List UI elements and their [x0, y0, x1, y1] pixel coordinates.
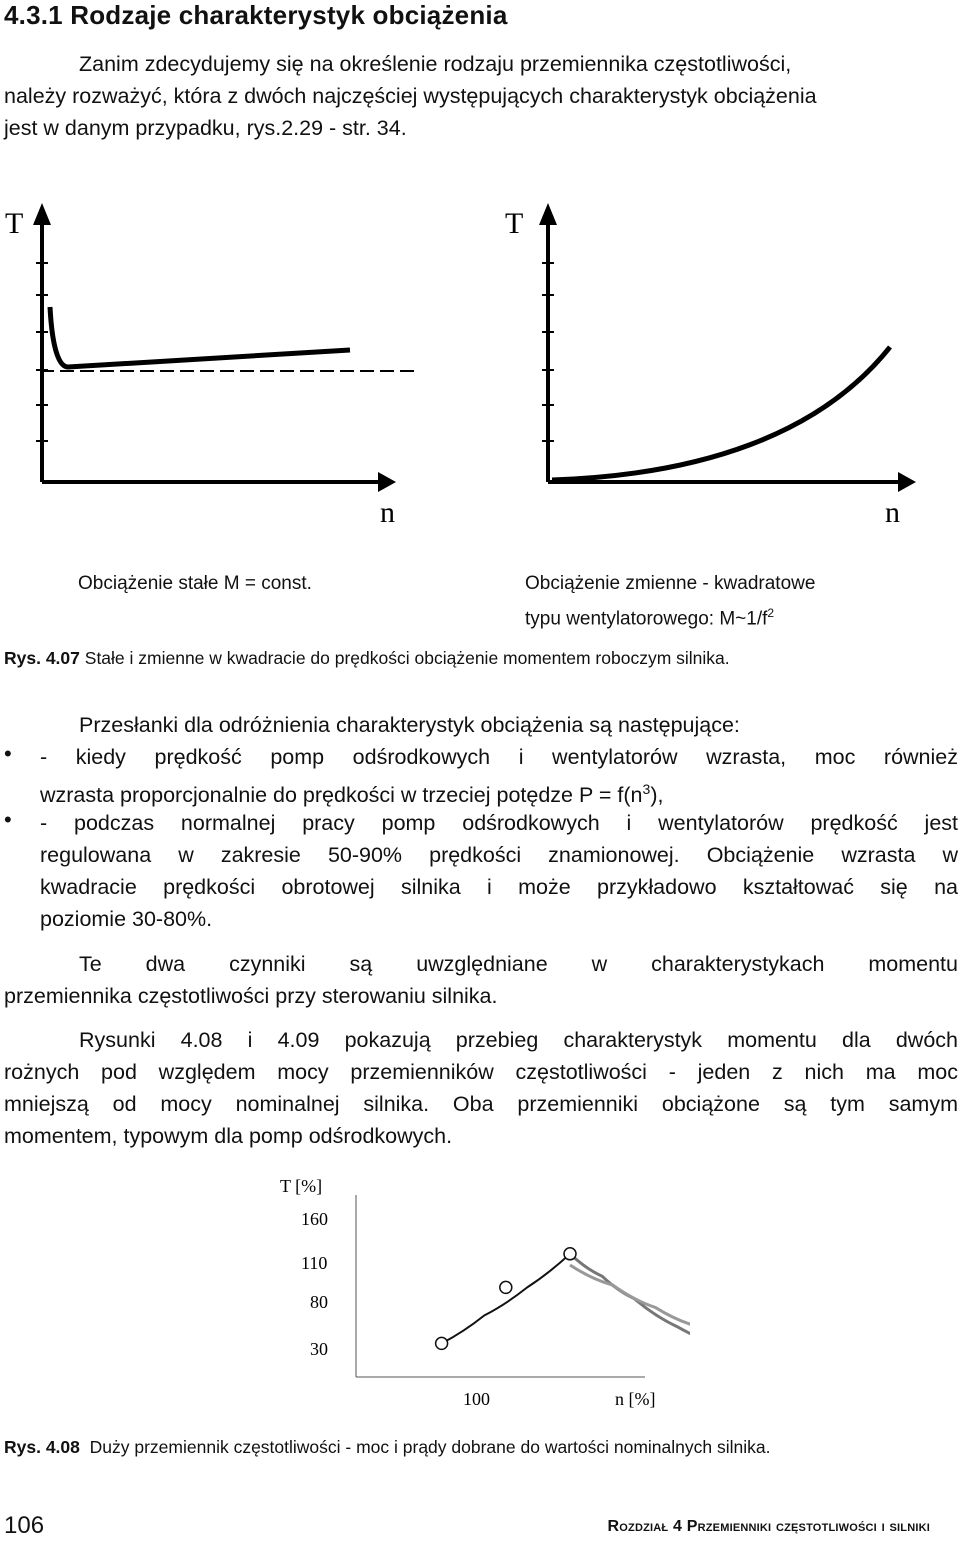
paragraph-2-line-1: Te dwa czynniki są uwzględniane w charakterystykach momentu [79, 952, 958, 976]
right-y-arrow [539, 203, 557, 225]
bullet-2-line-2: regulowana w zakresie 50-90% prędkości znamionowej. Obciążenie wzrasta w [40, 843, 958, 867]
chart-y-label: T [%] [280, 1176, 323, 1196]
right-x-arrow [898, 472, 916, 492]
figure-4-08-label: Rys. 4.08 [4, 1437, 80, 1457]
right-chart-caption-line-2: typu wentylatorowego: $M\sim 1/f^2$ [525, 606, 775, 630]
y-tick-160: 160 [301, 1209, 328, 1229]
paragraph-3 [4, 1024, 958, 1152]
figure-4-07 [0, 195, 960, 535]
page-number: 106 [4, 1512, 45, 1539]
right-chart [505, 203, 916, 529]
bullet-2-glyph: • [4, 807, 12, 832]
chart-x-label: n [%] [615, 1389, 656, 1409]
y-tick-30: 30 [310, 1339, 328, 1359]
data-point-marker [500, 1281, 512, 1293]
left-y-arrow [33, 203, 51, 225]
bullet-1-glyph: • [4, 741, 12, 766]
premises-lead: Przesłanki dla odróżnienia charakterystyk obciążenia są następujące: [79, 713, 740, 737]
paragraph-2-line-2: przemiennika częstotliwości przy sterowaniu silnika. [4, 984, 498, 1008]
right-x-label: n [885, 496, 900, 529]
bullet-2-line-4: poziomie 30-80%. [40, 907, 213, 931]
figure-4-08-text: Duży przemiennik częstotliwości - moc i prądy dobrane do wartości nominalnych silnika. [89, 1437, 771, 1457]
paragraph-3-line-1: Rysunki 4.08 i 4.09 pokazują przebieg charakterystyk momentu dla dwóch [79, 1028, 958, 1052]
bullet-1-line-2: wzrasta proporcjonalnie do prędkości w trzeciej potędze $P = f(n^3)$, [40, 781, 664, 808]
bullet-1 [40, 741, 958, 811]
bullet-2 [40, 807, 958, 935]
paragraph-3-line-4: momentem, typowym dla pomp odśrodkowych. [4, 1124, 453, 1148]
figure-4-07-caption [4, 648, 730, 669]
intro-line-2: należy rozważyć, która z dwóch najczęściej występujących charakterystyk obciążenia [4, 84, 817, 108]
left-chart [5, 203, 416, 529]
y-tick-80: 80 [310, 1292, 328, 1312]
figure-4-07-text: Stałe i zmienne w kwadracie do prędkości obciążenie momentem roboczym silnika. [84, 648, 730, 668]
data-point-marker [436, 1337, 448, 1349]
x-tick-100: 100 [463, 1389, 490, 1409]
figure-4-07-label: Rys. 4.07 [4, 648, 80, 668]
series-line-2 [570, 1254, 690, 1349]
paragraph-3-line-3: mniejszą od mocy nominalnej silnika. Oba przemienniki obciążone są tym samym [4, 1092, 958, 1116]
constant-load-curve [50, 307, 350, 367]
paragraph-2 [4, 948, 958, 1012]
data-point-marker [564, 1248, 576, 1260]
intro-line-3: jest w danym przypadku, rys.2.29 - str. 34. [4, 116, 407, 140]
chapter-title: Rozdział 4 Przemienniki częstotliwości i silniki [607, 1518, 930, 1535]
left-chart-caption: Obciążenie stałe M = const. [78, 573, 312, 594]
bullet-1-line-1: - kiedy prędkość pomp odśrodkowych i wentylatorów wzrasta, moc również [40, 745, 958, 769]
intro-paragraph [4, 48, 958, 144]
figure-4-08-chart [270, 1165, 690, 1425]
y-tick-110: 110 [301, 1253, 328, 1273]
section-heading: 4.3.1 Rodzaje charakterystyk obciążenia [4, 0, 508, 30]
bullet-2-line-1: - podczas normalnej pracy pomp odśrodkowych i wentylatorów prędkość jest [40, 811, 958, 835]
right-y-label: T [505, 207, 524, 240]
right-chart-caption-line-1: Obciążenie zmienne - kwadratowe [525, 573, 816, 594]
intro-line-1: Zanim zdecydujemy się na określenie rodzaju przemiennika częstotliwości, [79, 52, 792, 76]
quadratic-load-curve [552, 347, 890, 480]
left-x-label: n [380, 496, 395, 529]
left-x-arrow [378, 472, 396, 492]
left-y-label: T [5, 207, 24, 240]
series-line-3 [570, 1265, 690, 1338]
bullet-2-line-3: kwadracie prędkości obrotowej silnika i może przykładowo kształtować się na [40, 875, 958, 899]
chart-series [442, 1254, 690, 1349]
paragraph-3-line-2: rożnych pod względem mocy przemienników częstotliwości - jeden z nich ma moc [4, 1060, 958, 1084]
series-line-1 [442, 1254, 570, 1344]
figure-4-08-caption [4, 1437, 770, 1458]
